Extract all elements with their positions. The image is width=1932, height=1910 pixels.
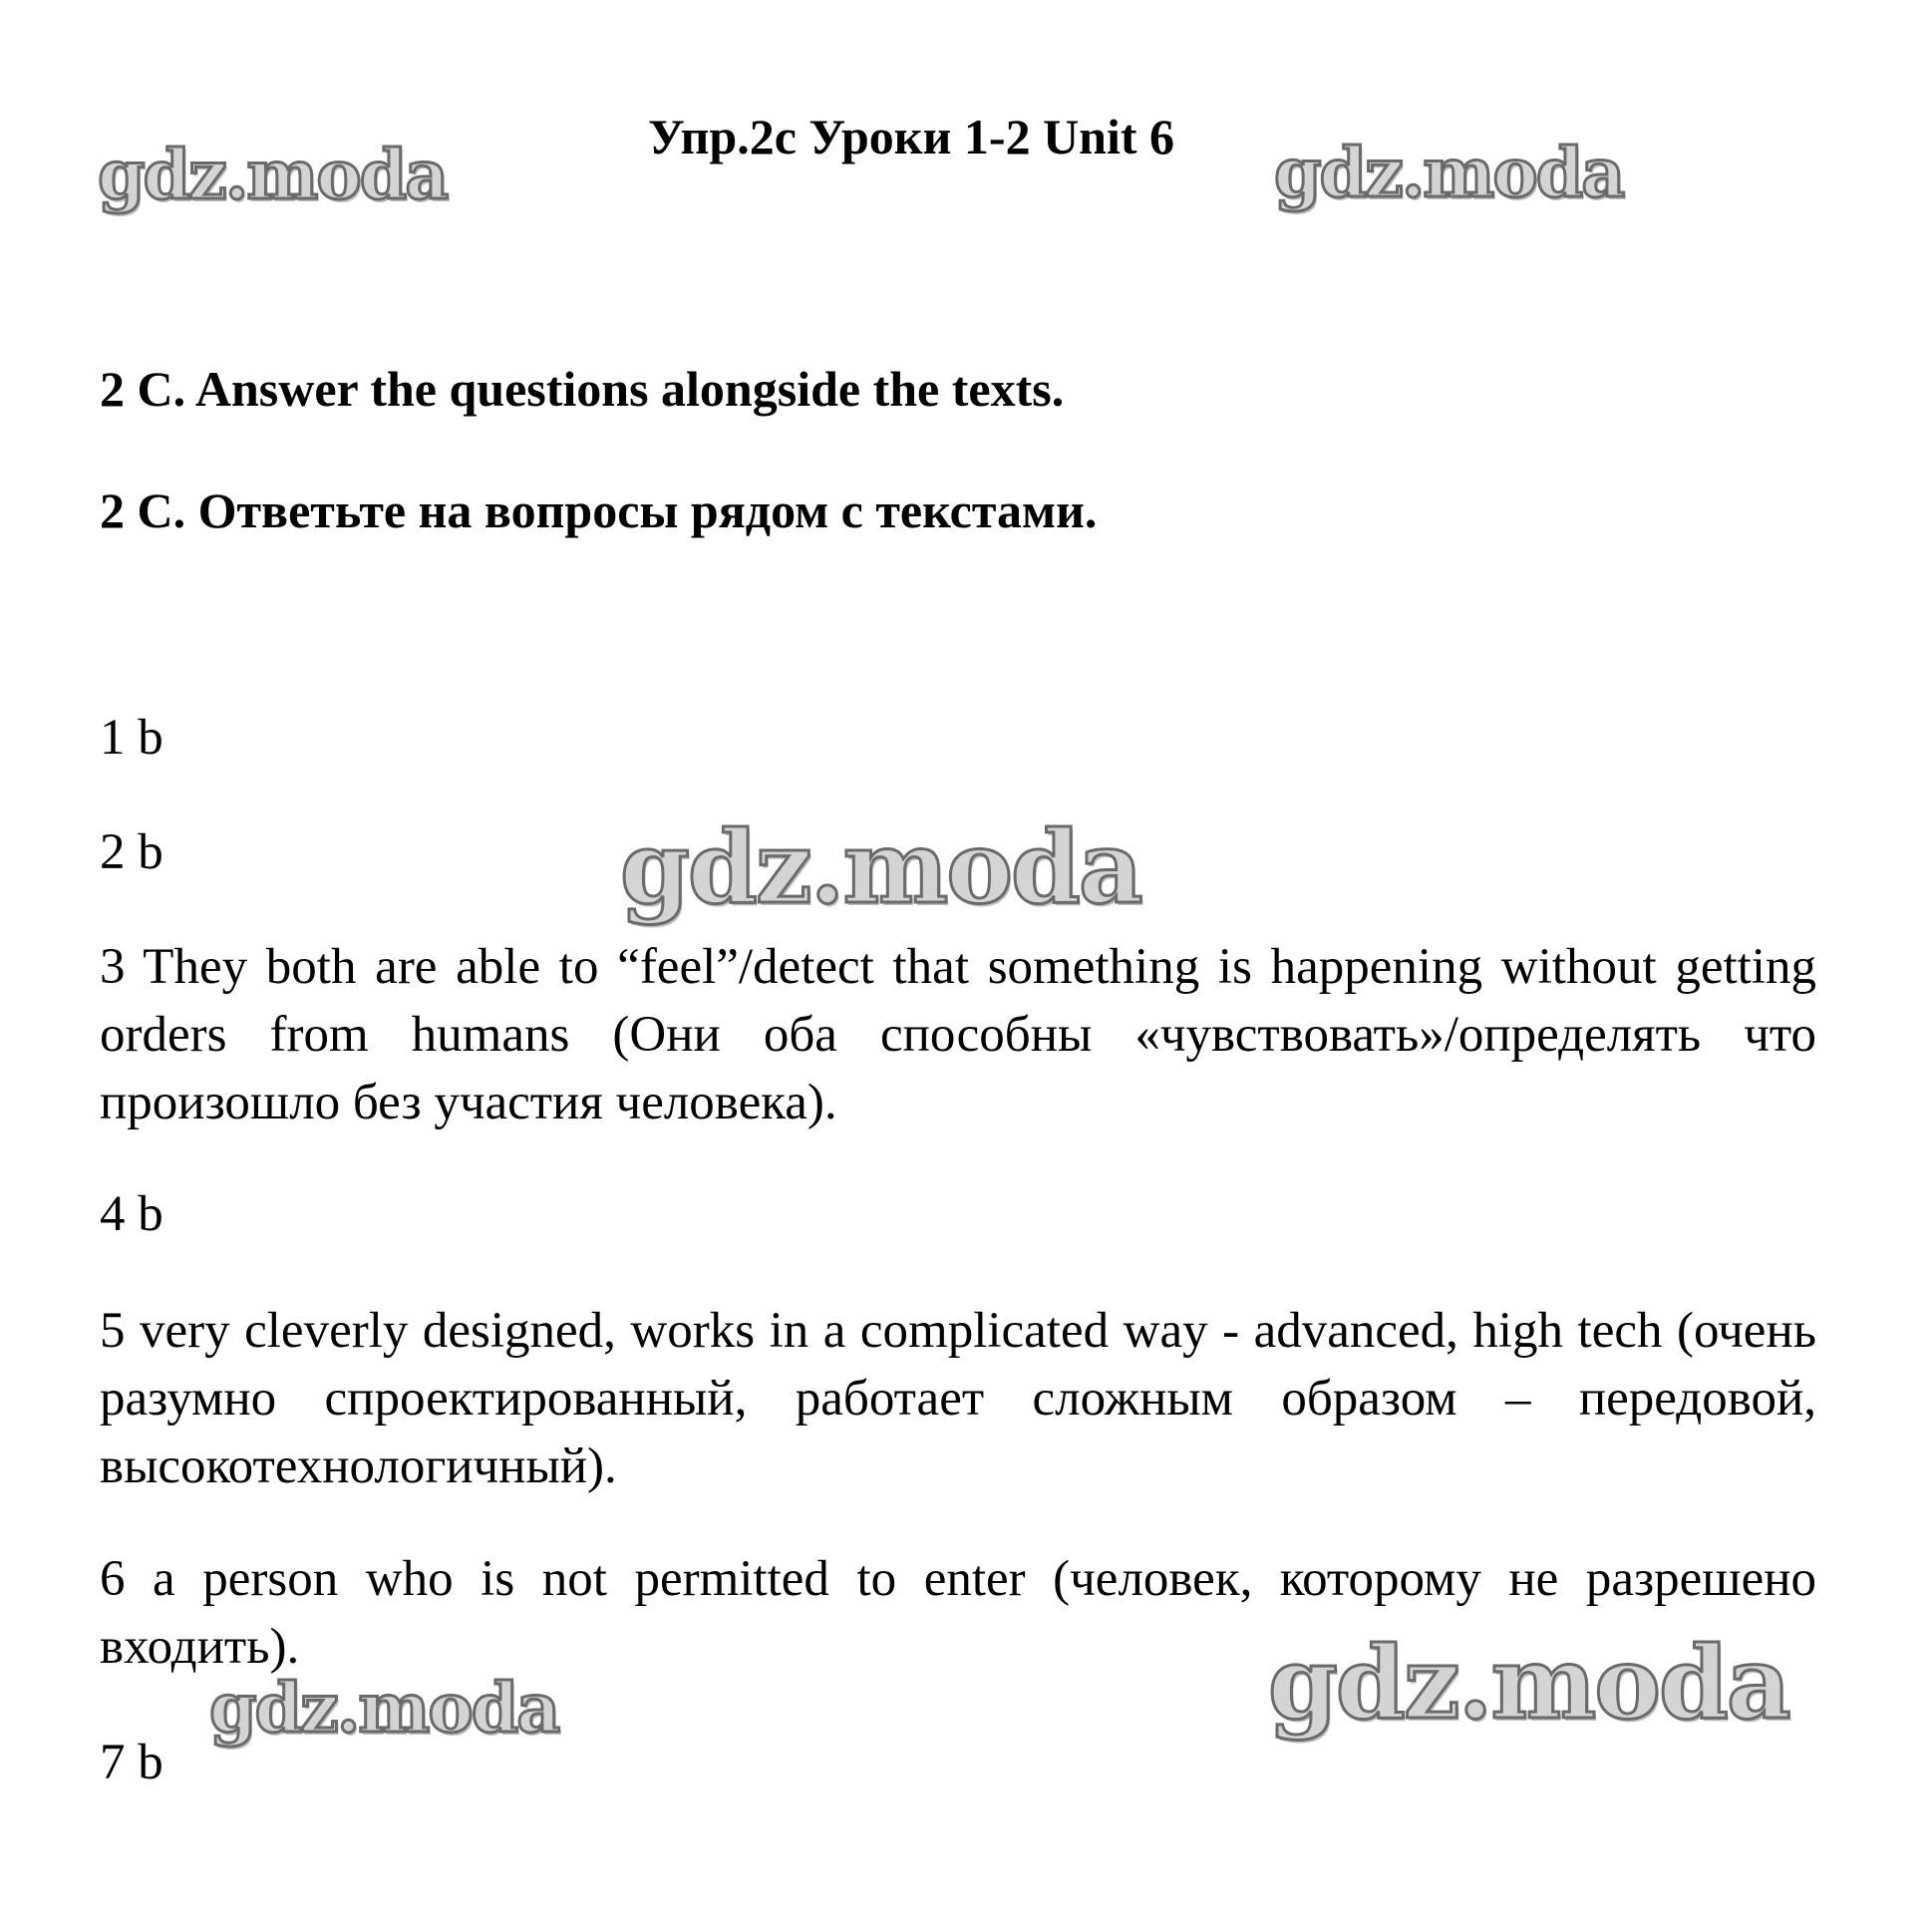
answer-2: 2 b [100, 824, 163, 880]
answer-5: 5 very cleverly designed, works in a complicated way - advanced, high tech (очень разумно спроектированный, работает сложным образом – передовой, высокотехнологичный). [100, 1303, 1816, 1494]
answer-7: 7 b [100, 1735, 163, 1790]
answer-4: 4 b [100, 1186, 163, 1242]
task-heading-russian: 2 C. Ответьте на вопросы рядом с текстами. [100, 482, 1098, 538]
answer-3: 3 They both are able to “feel”/detect that something is happening without getting orders from humans (Они оба способны «чувствовать»/определять что произошло без участия человека). [100, 939, 1816, 1130]
answer-6: 6 a person who is not permitted to enter (человек, которому не разрешено входить). [100, 1551, 1816, 1675]
watermark-logo: gdz.moda [98, 136, 448, 215]
task-heading-english: 2 C. Answer the questions alongside the texts. [100, 361, 1065, 417]
page-title: Упр.2с Уроки 1-2 Unit 6 [648, 109, 1175, 164]
watermark-logo: gdz.moda [1274, 134, 1624, 213]
answer-1: 1 b [100, 710, 163, 766]
watermark-logo: gdz.moda [209, 1669, 559, 1749]
watermark-logo: gdz.moda [1268, 1624, 1789, 1742]
watermark-logo: gdz.moda [620, 808, 1141, 926]
